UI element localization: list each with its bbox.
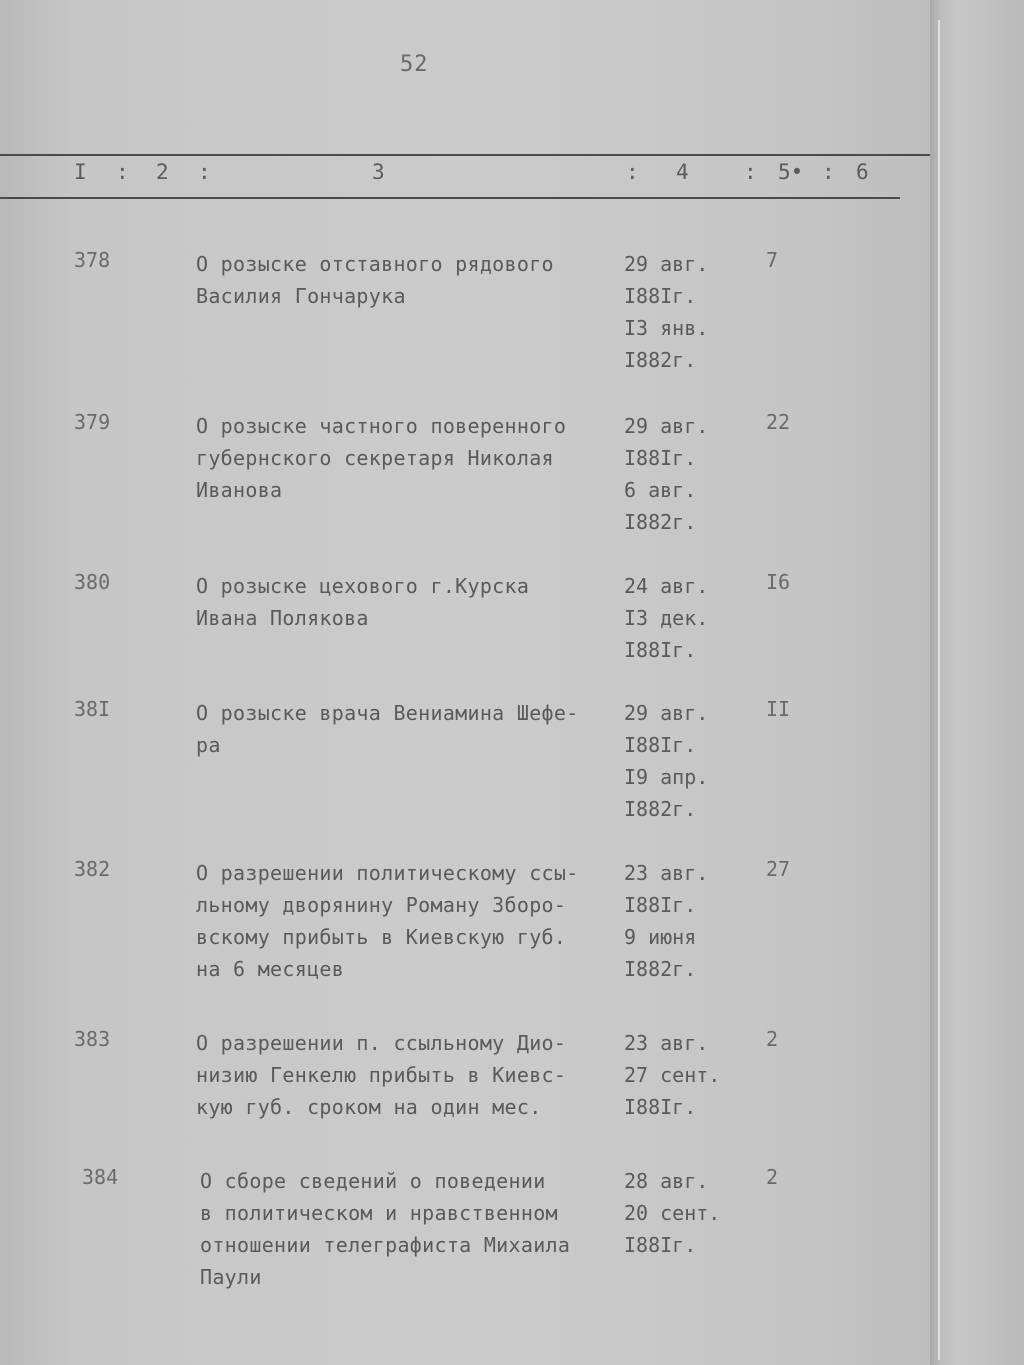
entry-title: [196, 248, 616, 312]
entry-title: [200, 1165, 620, 1293]
entry-title-line: кую губ. сроком на один мес.: [196, 1095, 542, 1119]
entry-dates: [624, 857, 734, 985]
entry-dates: [624, 410, 734, 538]
column-separator: :: [116, 160, 129, 184]
entry-sheet-count: II: [766, 697, 791, 721]
entry-date-line: 28 авг.: [624, 1169, 709, 1193]
entry-title-line: О разрешении политическому ссы-: [196, 861, 579, 885]
entry-title-line: О розыске частного поверенного: [196, 414, 567, 438]
entry-date-line: I88Iг.: [624, 733, 697, 757]
entry-title-line: О розыске цехового г.Курска: [196, 574, 530, 598]
entry-date-line: 29 авг.: [624, 414, 709, 438]
entry-dates: [624, 1027, 734, 1123]
entry-title-line: Иванова: [196, 478, 283, 502]
entry-date-line: I882г.: [624, 797, 697, 821]
entry-sheet-count: I6: [766, 570, 791, 594]
column-header-1: I: [74, 160, 87, 184]
entry-date-line: 23 авг.: [624, 1031, 709, 1055]
entry-date-line: I88Iг.: [624, 284, 697, 308]
column-header-4: 4: [676, 160, 689, 184]
entry-title-line: в политическом и нравственном: [200, 1201, 558, 1225]
entry-title-line: Василия Гончарука: [196, 284, 406, 308]
entry-title-line: О розыске врача Вениамина Шефе-: [196, 701, 579, 725]
entry-number: 380: [74, 570, 111, 594]
entry-title-line: Паули: [200, 1265, 262, 1289]
entry-title-line: О разрешении п. ссыльному Дио-: [196, 1031, 567, 1055]
entry-title-line: губернского секретаря Николая: [196, 446, 554, 470]
entry-sheet-count: 7: [766, 248, 779, 272]
page-edge-highlight: [938, 20, 940, 1360]
entry-title-line: О розыске отставного рядового: [196, 252, 554, 276]
entry-date-line: 24 авг.: [624, 574, 709, 598]
entry-date-line: I882г.: [624, 510, 697, 534]
entry-title-line: вскому прибыть в Киевскую губ.: [196, 925, 567, 949]
entry-sheet-count: 27: [766, 857, 791, 881]
entry-date-line: I88Iг.: [624, 446, 697, 470]
page-edge: [930, 0, 1024, 1365]
page-number: 52: [400, 52, 429, 77]
entry-title-line: льному дворянину Роману Зборо-: [196, 893, 567, 917]
entry-title: [196, 857, 616, 985]
entry-date-line: 9 июня: [624, 925, 697, 949]
entry-date-line: I88Iг.: [624, 638, 697, 662]
entry-title: [196, 570, 616, 634]
column-header-3: 3: [372, 160, 385, 184]
entry-dates: [624, 570, 734, 666]
entry-date-line: I9 апр.: [624, 765, 709, 789]
column-header-6: 6: [856, 160, 869, 184]
entry-title: [196, 1027, 616, 1123]
entry-number: 384: [82, 1165, 119, 1189]
entry-number: 379: [74, 410, 111, 434]
entry-date-line: I88Iг.: [624, 893, 697, 917]
entry-title: [196, 697, 616, 761]
entry-date-line: 20 сент.: [624, 1201, 721, 1225]
entry-title: [196, 410, 616, 506]
entry-dates: [624, 248, 734, 376]
column-separator: :: [198, 160, 211, 184]
column-separator: :: [822, 160, 835, 184]
entry-date-line: 29 авг.: [624, 252, 709, 276]
entry-date-line: I3 янв.: [624, 316, 709, 340]
column-header-2: 2: [156, 160, 169, 184]
entry-date-line: I882г.: [624, 348, 697, 372]
entry-sheet-count: 2: [766, 1165, 779, 1189]
entry-dates: [624, 1165, 734, 1261]
entry-title-line: ра: [196, 733, 221, 757]
column-separator: :: [744, 160, 757, 184]
entry-title-line: на 6 месяцев: [196, 957, 345, 981]
entry-title-line: О сборе сведений о поведении: [200, 1169, 546, 1193]
entry-date-line: 29 авг.: [624, 701, 709, 725]
entry-title-line: низию Генкелю прибыть в Киевс-: [196, 1063, 567, 1087]
entry-date-line: I882г.: [624, 957, 697, 981]
entry-date-line: I3 дек.: [624, 606, 709, 630]
column-header-5: 5•: [778, 160, 804, 184]
header-rule-top: [0, 154, 930, 156]
entry-number: 378: [74, 248, 111, 272]
entry-sheet-count: 22: [766, 410, 791, 434]
entry-number: 383: [74, 1027, 111, 1051]
entry-date-line: 23 авг.: [624, 861, 709, 885]
entry-date-line: I88Iг.: [624, 1233, 697, 1257]
column-separator: :: [626, 160, 639, 184]
entry-dates: [624, 697, 734, 825]
entry-date-line: I88Iг.: [624, 1095, 697, 1119]
entry-title-line: Ивана Полякова: [196, 606, 369, 630]
entry-title-line: отношении телеграфиста Михаила: [200, 1233, 571, 1257]
entry-number: 382: [74, 857, 111, 881]
header-rule-bottom: [0, 197, 900, 199]
entry-number: 38I: [74, 697, 111, 721]
entry-date-line: 27 сент.: [624, 1063, 721, 1087]
entry-sheet-count: 2: [766, 1027, 779, 1051]
entry-date-line: 6 авг.: [624, 478, 697, 502]
